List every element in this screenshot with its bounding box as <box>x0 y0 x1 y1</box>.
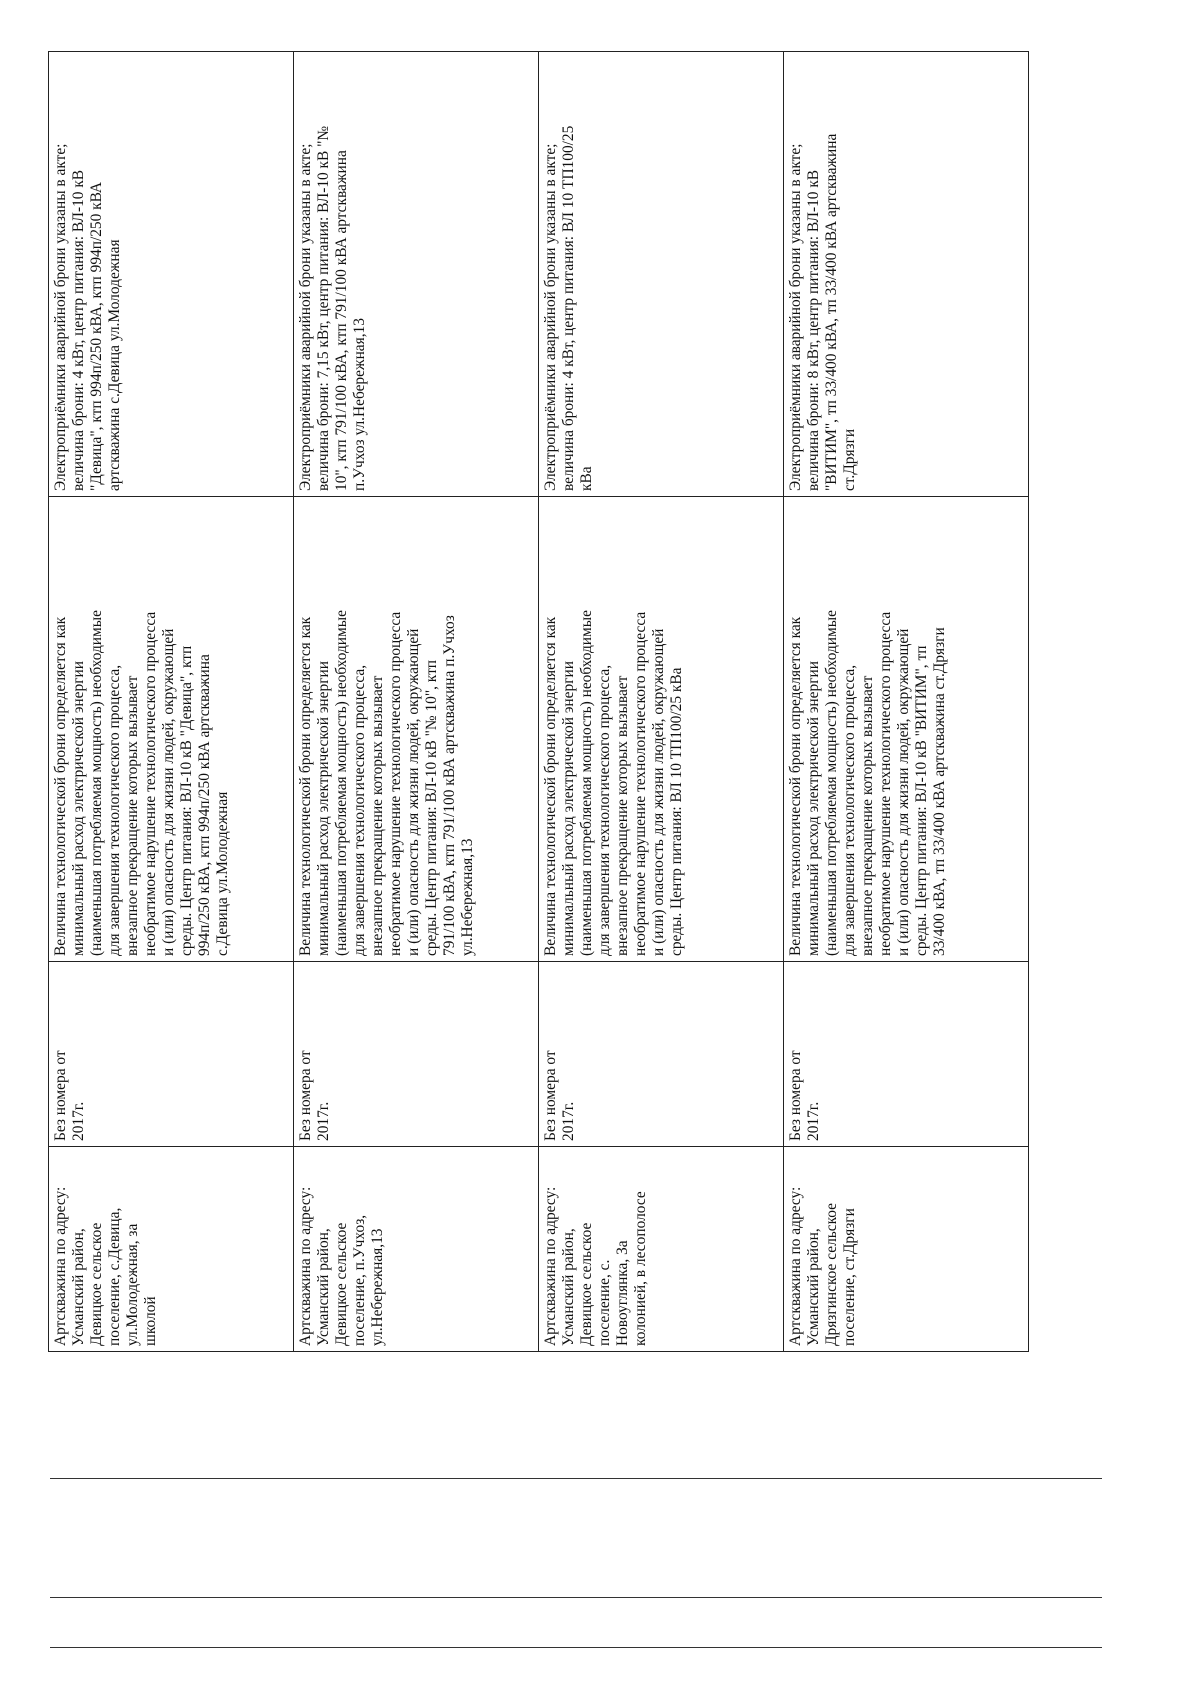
horizontal-rule <box>50 1597 1102 1598</box>
tech-reserve-cell: Величина технологической брони определяется как минимальный расход электрической энергии (наименьшая потребляемая мощность) необходимые для завершения технологического процесса, внезапное прекращение которых вызывает необратимое нарушение технологического процесса и (или) опасность для жизни людей, окружающей среды. Центр питания: ВЛ-10 кВ "Девица", ктп 994п/250 кВА, ктп 994п/250 кВА артскважина с.Девица ул.Молодежная <box>49 497 294 962</box>
tech-reserve-cell: Величина технологической брони определяется как минимальный расход электрической энергии (наименьшая потребляемая мощность) необходимые для завершения технологического процесса, внезапное прекращение которых вызывает необратимое нарушение технологического процесса и (или) опасность для жизни людей, окружающей среды. Центр питания: ВЛ-10 кВ "ВИТИМ", тп 33/400 кВА, тп 33/400 кВА артскважина ст.Дрязги <box>784 497 1029 962</box>
tech-reserve-cell: Величина технологической брони определяется как минимальный расход электрической энергии (наименьшая потребляемая мощность) необходимые для завершения технологического процесса, внезапное прекращение которых вызывает необратимое нарушение технологического процесса и (или) опасность для жизни людей, окружающей среды. Центр питания: ВЛ-10 кВ "№ 10", ктп 791/100 кВА, ктп 791/100 кВА артскважина п.Учхоз ул.Небережная,13 <box>294 497 539 962</box>
reservation-table <box>48 51 1029 1352</box>
emergency-reserve-cell: Электроприёмники аварийной брони указаны в акте; величина брони: 4 кВт, центр питания: ВЛ 10 ТП100/25 кВа <box>539 52 784 497</box>
act-number-cell: Без номера от 2017г. <box>784 962 1029 1147</box>
object-address-cell: Артскважина по адресу: Усманский район, Девицкое сельское поселение, с. Новоуглянка, За колонией, в лесополосе <box>539 1147 784 1352</box>
object-address-cell: Артскважина по адресу: Усманский район, Дрязгинское сельское поселение, ст.Дрязги <box>784 1147 1029 1352</box>
emergency-reserve-cell: Электроприёмники аварийной брони указаны в акте; величина брони: 7,15 кВт, центр питания: ВЛ-10 кВ "№ 10", ктп 791/100 кВА, ктп 791/100 кВА артскважина п.Учхоз ул.Небережная,13 <box>294 52 539 497</box>
table-row <box>294 52 539 1352</box>
table-row <box>539 52 784 1352</box>
rotated-table-container <box>48 52 1028 1352</box>
act-number-cell: Без номера от 2017г. <box>294 962 539 1147</box>
horizontal-rule <box>50 1478 1102 1479</box>
act-number-cell: Без номера от 2017г. <box>49 962 294 1147</box>
act-number-cell: Без номера от 2017г. <box>539 962 784 1147</box>
object-address-cell: Артскважина по адресу: Усманский район, Девицкое сельское поселение, п.Учхоз, ул.Небережная,13 <box>294 1147 539 1352</box>
horizontal-rule <box>50 1647 1102 1648</box>
emergency-reserve-cell: Электроприёмники аварийной брони указаны в акте; величина брони: 4 кВт, центр питания: ВЛ-10 кВ "Девица", ктп 994п/250 кВА, ктп 994п/250 кВА артскважина с.Девица ул.Молодежная <box>49 52 294 497</box>
table-row <box>49 52 294 1352</box>
table-row <box>784 52 1029 1352</box>
object-address-cell: Артскважина по адресу: Усманский район, Девицкое сельское поселение, с.Девица, ул.Молодежная, за школой <box>49 1147 294 1352</box>
tech-reserve-cell: Величина технологической брони определяется как минимальный расход электрической энергии (наименьшая потребляемая мощность) необходимые для завершения технологического процесса, внезапное прекращение которых вызывает необратимое нарушение технологического процесса и (или) опасность для жизни людей, окружающей среды. Центр питания: ВЛ 10 ТП100/25 кВа <box>539 497 784 962</box>
emergency-reserve-cell: Электроприёмники аварийной брони указаны в акте; величина брони: 8 кВт, центр питания: ВЛ-10 кВ "ВИТИМ", тп 33/400 кВА, тп 33/400 кВА артскважина ст.Дрязги <box>784 52 1029 497</box>
